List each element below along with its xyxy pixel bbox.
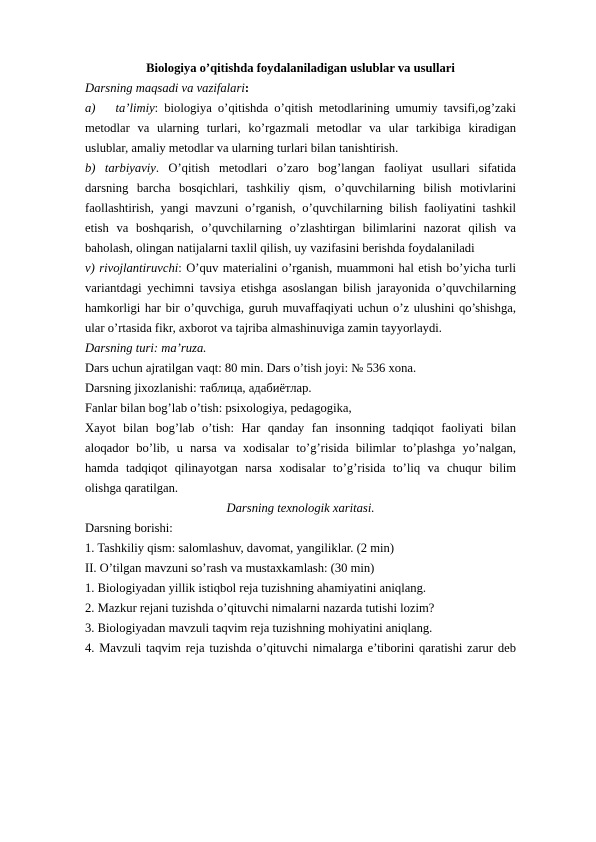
equipment: Darsning jixozlanishi: таблица, адабиётлар.	[85, 381, 312, 395]
lesson-type: Darsning turi: ma’ruza.	[85, 341, 207, 355]
goal-a-text: : biologiya o’qitishda o’qitish metodlarining umumiy tavsifi,og’zaki	[154, 101, 516, 115]
goal-b-text: . O’qitish metodlari o’zaro bog’langan faoliyat usullari sifatida	[155, 161, 516, 175]
goal-b-line-2: darsning barcha bosqichlari, tashkiliy qism, o’quvchilarning bilish motivlarini	[85, 181, 516, 195]
time-place: Dars uchun ajratilgan vaqt: 80 min. Dars o’tish joyi: № 536 xona.	[85, 361, 417, 375]
goals-heading-colon: :	[244, 81, 250, 95]
step-1: 1. Tashkiliy qism: salomlashuv, davomat, yangiliklar. (2 min)	[85, 541, 395, 555]
goal-a-line-3: uslublar, amaliy metodlar va ularning turlari bilan tanishtirish.	[85, 141, 399, 155]
document-title: Biologiya o’qitishda foydalaniladigan uslublar va usullari	[146, 61, 455, 75]
goal-v-line-3: hamkorligi har bir o’quvchiga, guruh muvaffaqiyati uchun o’z ulushini qo’shishga,	[85, 301, 516, 315]
goal-b-line-1	[85, 158, 516, 178]
step-2: II. O’tilgan mavzuni so’rash va mustaxkamlash: (30 min)	[85, 561, 375, 575]
step-3: 1. Biologiyadan yillik istiqbol reja tuzishning ahamiyatini aniqlang.	[85, 581, 427, 595]
goal-v-line-2: variantdagi yechimni tavsiya etishga asoslangan bilish jarayonida o’quvchilarning	[85, 281, 516, 295]
step-4: 2. Mazkur rejani tuzishda o’qituvchi nimalarni nazarda tutishi lozim?	[85, 601, 435, 615]
life-link-line-2: aloqador bo’lib, u narsa va xodisalar to’g’risida bilimlar to’plashga yo’nalgan,	[85, 441, 516, 455]
goal-a-line-2: metodlar va ularning turlari, ko’rgazmali metodlar va ular tarkibiga kiradigan	[85, 121, 516, 135]
goal-v-term: v) rivojlantiruvchi	[85, 261, 179, 275]
life-link-line-4: olishga qaratilgan.	[85, 481, 179, 495]
goal-b-line-4: etish va boshqarish, o’quvchilarning o’zlashtirgan bilimlarini nazorat qilish va	[85, 221, 516, 235]
step-5: 3. Biologiyadan mavzuli taqvim reja tuzishning mohiyatini aniqlang.	[85, 621, 433, 635]
progress-heading: Darsning borishi:	[85, 521, 173, 535]
life-link-line-3: hamda tadqiqot qilinayotgan narsa xodisalar to’g’risida to’liq va chuqur bilim	[85, 461, 516, 475]
goal-v-line-4: ular o’rtasida fikr, axborot va tajriba almashinuviga zamin tayyorlaydi.	[85, 321, 442, 335]
goal-a-term: ta’limiy	[115, 101, 155, 115]
tech-map-heading: Darsning texnologik xaritasi.	[226, 501, 375, 515]
goal-b-line-5: baholash, olingan natijalarni taxlil qilish, uy vazifasini berishda foydalaniladi	[85, 241, 475, 255]
goal-b-term: b) tarbiyaviy	[85, 161, 156, 175]
step-6: 4. Mavzuli taqvim reja tuzishda o’qituvchi nimalarga e’tiborini qaratishi zarur deb	[85, 641, 516, 655]
goal-a-line-1	[85, 98, 516, 118]
goals-heading-text: Darsning maqsadi va vazifalari	[85, 81, 245, 95]
goal-b-line-3: faollashtirish, yangi mavzuni o’rganish, o’quvchilarning bilish faoliyatini tashkil	[85, 201, 516, 215]
subjects-link: Fanlar bilan bog’lab o’tish: psixologiya, pedagogika,	[85, 401, 352, 415]
goal-a-label: a)	[85, 101, 96, 115]
goal-v-line-1	[85, 258, 516, 278]
goals-heading	[85, 78, 516, 98]
goal-v-text: : O’quv materialini o’rganish, muammoni hal etish bo’yicha turli	[178, 261, 516, 275]
life-link-line-1: Xayot bilan bog’lab o’tish: Har qanday fan insonning tadqiqot faoliyati bilan	[85, 421, 516, 435]
